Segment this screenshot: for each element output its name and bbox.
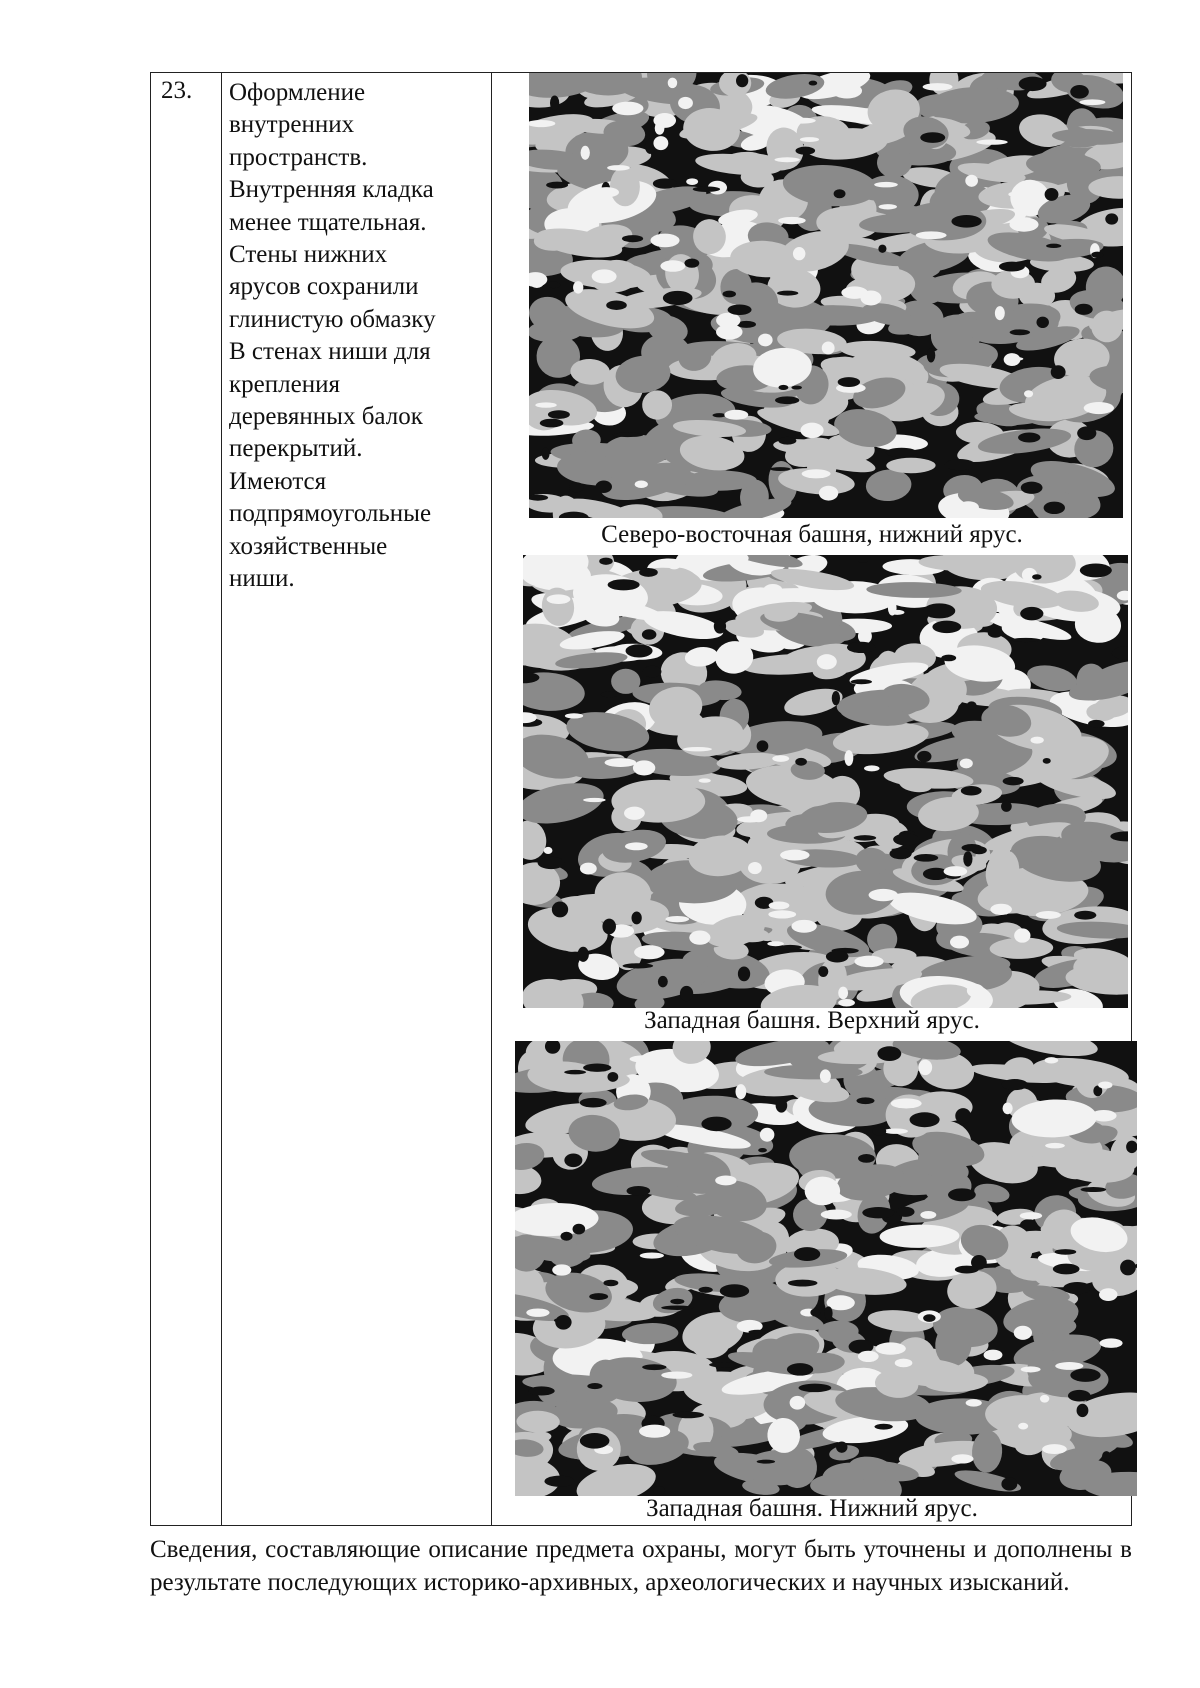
description-line: В стенах ниши для: [229, 338, 431, 366]
description-line: ярусов сохранили: [229, 273, 419, 301]
row-number: 23.: [161, 77, 193, 104]
description-line: ниши.: [229, 565, 295, 593]
description-line: Оформление: [229, 79, 366, 106]
photo-northeast-tower-lower-tier: [529, 73, 1123, 518]
description-line: менее тщательная.: [229, 208, 427, 236]
photo-west-tower-upper-tier: [523, 555, 1128, 1008]
description-line: Стены нижних: [229, 241, 388, 269]
column-divider: [221, 73, 222, 1525]
description-line: хозяйственные: [229, 532, 388, 560]
description-line: крепления: [229, 370, 340, 398]
photo-caption: Западная башня. Нижний ярус.: [646, 1495, 978, 1522]
row-description: [229, 77, 489, 596]
description-line: пространств.: [229, 143, 368, 171]
footer-note: Сведения, составляющие описание предмета охраны, могут быть уточнены и дополнены в результате последующих историко-архивных, археологических и научных изысканий.: [150, 1536, 1132, 1596]
description-line: внутренних: [229, 111, 355, 139]
document-table: [150, 72, 1132, 1526]
stone-masonry-texture: [515, 1041, 1137, 1496]
description-line: подпрямоугольные: [229, 500, 432, 528]
photo-caption: Западная башня. Верхний ярус.: [644, 1007, 980, 1034]
description-line: деревянных балок: [229, 403, 423, 431]
photo-caption: Северо-восточная башня, нижний ярус.: [601, 521, 1023, 548]
description-line: перекрытий.: [229, 435, 363, 463]
stone-masonry-texture: [523, 555, 1128, 1008]
stone-masonry-texture: [529, 73, 1123, 518]
description-line: глинистую обмазку: [229, 305, 436, 333]
description-line: Имеются: [229, 467, 327, 495]
description-line: Внутренняя кладка: [229, 176, 434, 204]
photo-west-tower-lower-tier: [515, 1041, 1137, 1496]
column-divider: [491, 73, 492, 1525]
